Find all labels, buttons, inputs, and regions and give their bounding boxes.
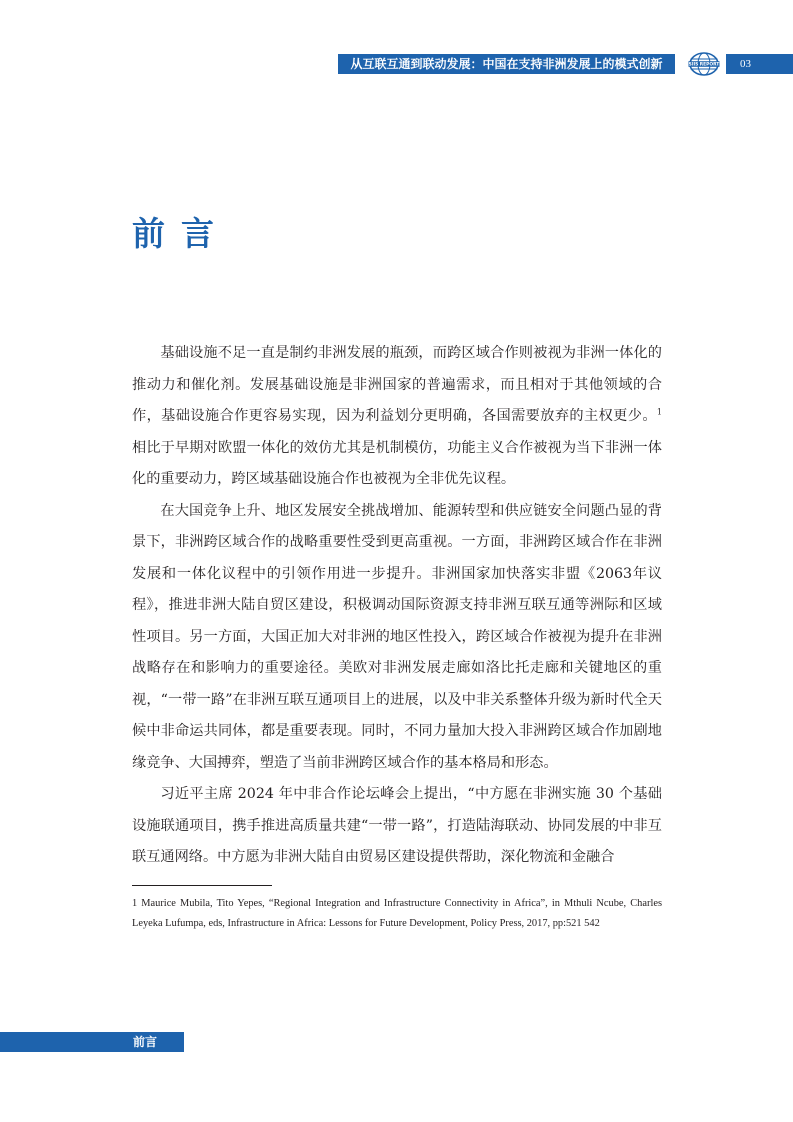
logo-text: SIIS REPORT [688,62,720,68]
footnote-ref: 1 [656,407,662,417]
footnote-divider [132,885,272,886]
body-text [132,338,662,874]
report-title: 从互联互通到联动发展：中国在支持非洲发展上的模式创新 [350,57,663,71]
paragraph-1 [132,338,662,496]
page-number: 03 [740,58,751,70]
paragraph-1-text-continued: 相比于早期对欧盟一体化的效仿尤其是机制模仿，功能主义合作被视为当下非洲一体化的重要动力，跨区域基础设施合作也被视为全非优先议程。 [132,439,662,487]
chapter-title: 前言 [132,214,230,254]
page-number-box [726,54,793,74]
globe-logo-icon [688,52,720,76]
paragraph-1-text: 基础设施不足一直是制约非洲发展的瓶颈，而跨区域合作则被视为非洲一体化的推动力和催化剂。发展基础设施是非洲国家的普遍需求，而且相对于其他领域的合作，基础设施合作更容易实现，因为利益划分更明确，各国需要放弃的主权更少。 [132,345,662,424]
footnote: 1 Maurice Mubila, Tito Yepes, “Regional Integration and Infrastructure Connectivity in Africa”, in Mthuli Ncube, Charles Leyeka Lufumpa, eds, Infrastructure in Africa: Lessons for Future Development, Policy Press, 2017, pp:521 542 [132,898,662,929]
footer-section-label: 前言 [133,1035,158,1049]
paragraph-3: 习近平主席 2024 年中非合作论坛峰会上提出，“中方愿在非洲实施 30 个基础设施联通项目，携手推进高质量共建“一带一路”，打造陆海联动、协同发展的中非互联互通网络。中方愿为非洲大陆自由贸易区建设提供帮助，深化物流和金融合 [132,786,662,865]
header-bar [338,54,675,74]
footer-bar [0,1032,184,1052]
paragraph-2: 在大国竞争上升、地区发展安全挑战增加、能源转型和供应链安全问题凸显的背景下，非洲跨区域合作的战略重要性受到更高重视。一方面，非洲跨区域合作在非洲发展和一体化议程中的引领作用进一步提升。非洲国家加快落实非盟《2063年议程》，推进非洲大陆自贸区建设，积极调动国际资源支持非洲互联互通等洲际和区域性项目。另一方面，大国正加大对非洲的地区性投入，跨区域合作被视为提升在非洲战略存在和影响力的重要途径。美欧对非洲发展走廊如洛比托走廊和关键地区的重视，“一带一路”在非洲互联互通项目上的进展，以及中非关系整体升级为新时代全天候中非命运共同体，都是重要表现。同时，不同力量加大投入非洲跨区域合作加剧地缘竞争、大国搏弈，塑造了当前非洲跨区域合作的基本格局和形态。 [132,502,662,771]
